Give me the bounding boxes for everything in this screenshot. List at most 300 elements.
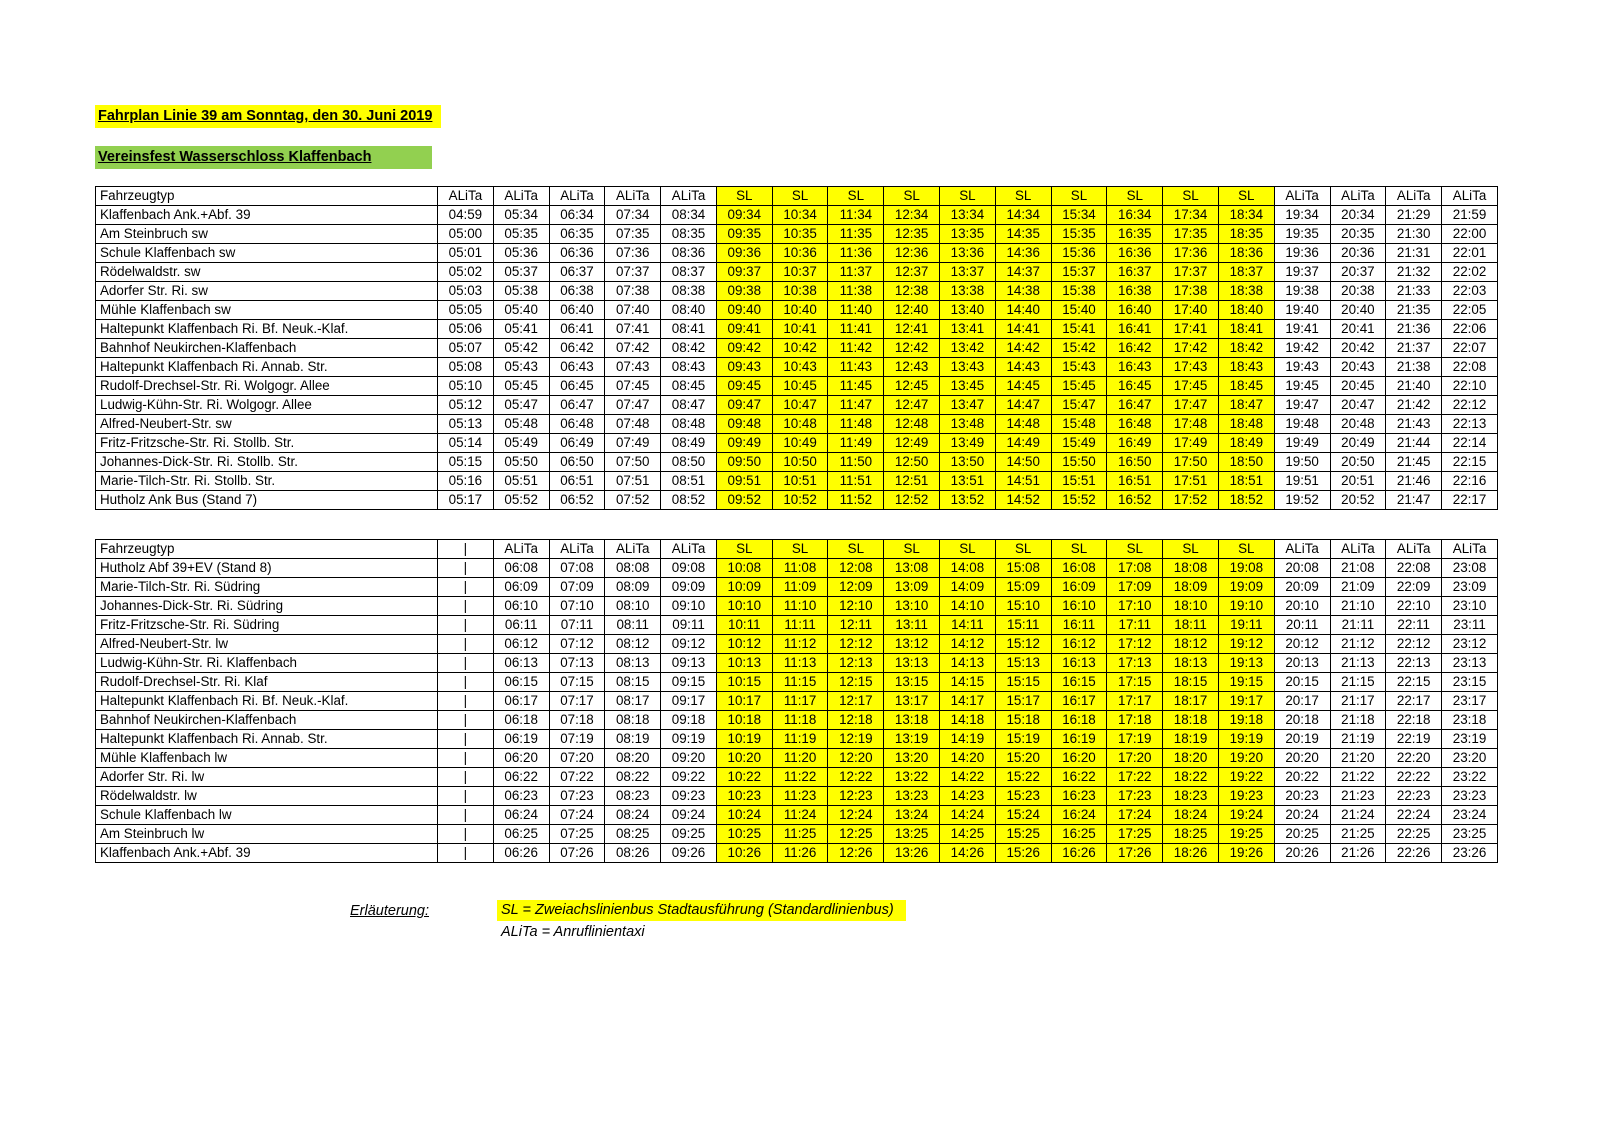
time-cell: 05:41 — [493, 320, 549, 339]
time-cell: 08:47 — [661, 396, 717, 415]
time-cell: 09:12 — [661, 635, 717, 654]
time-cell: 07:45 — [605, 377, 661, 396]
time-cell: 17:37 — [1163, 263, 1219, 282]
time-cell: 11:43 — [828, 358, 884, 377]
table-row — [96, 806, 1498, 825]
time-cell: 06:11 — [493, 616, 549, 635]
time-cell: 05:03 — [438, 282, 494, 301]
stop-name-cell: Adorfer Str. Ri. sw — [96, 282, 438, 301]
time-cell: 16:12 — [1051, 635, 1107, 654]
time-cell: 14:40 — [995, 301, 1051, 320]
time-cell: 20:13 — [1274, 654, 1330, 673]
time-cell: 12:10 — [828, 597, 884, 616]
time-cell: 14:20 — [940, 749, 996, 768]
time-cell: 07:52 — [605, 491, 661, 510]
time-cell: 20:10 — [1274, 597, 1330, 616]
time-cell: 14:17 — [940, 692, 996, 711]
time-cell: 19:12 — [1218, 635, 1274, 654]
no-service-cell: | — [438, 825, 494, 844]
time-cell: 19:08 — [1218, 559, 1274, 578]
time-cell: 21:13 — [1330, 654, 1386, 673]
time-cell: 14:10 — [940, 597, 996, 616]
time-cell: 05:48 — [493, 415, 549, 434]
time-cell: 11:18 — [772, 711, 828, 730]
stop-name-cell: Haltepunkt Klaffenbach Ri. Bf. Neuk.-Klaf. — [96, 692, 438, 711]
time-cell: 17:40 — [1163, 301, 1219, 320]
time-cell: 17:20 — [1107, 749, 1163, 768]
time-cell: 08:34 — [661, 206, 717, 225]
time-cell: 14:26 — [940, 844, 996, 863]
time-cell: 20:51 — [1330, 472, 1386, 491]
time-cell: 23:19 — [1442, 730, 1498, 749]
time-cell: 14:45 — [995, 377, 1051, 396]
time-cell: 16:11 — [1051, 616, 1107, 635]
time-cell: 18:09 — [1163, 578, 1219, 597]
time-cell: 19:51 — [1274, 472, 1330, 491]
stop-name-cell: Bahnhof Neukirchen-Klaffenbach — [96, 339, 438, 358]
time-cell: 14:22 — [940, 768, 996, 787]
time-cell: 14:49 — [995, 434, 1051, 453]
time-cell: 13:36 — [940, 244, 996, 263]
time-cell: 18:19 — [1163, 730, 1219, 749]
no-service-cell: | — [438, 768, 494, 787]
no-service-cell: | — [438, 673, 494, 692]
no-service-cell: | — [438, 578, 494, 597]
time-cell: 13:17 — [884, 692, 940, 711]
time-cell: 11:17 — [772, 692, 828, 711]
time-cell: 17:42 — [1163, 339, 1219, 358]
time-cell: 16:51 — [1107, 472, 1163, 491]
time-cell: 22:02 — [1442, 263, 1498, 282]
time-cell: 06:20 — [493, 749, 549, 768]
time-cell: 15:25 — [995, 825, 1051, 844]
column-header-sl: SL — [1051, 187, 1107, 206]
time-cell: 13:11 — [884, 616, 940, 635]
time-cell: 20:49 — [1330, 434, 1386, 453]
time-cell: 18:49 — [1218, 434, 1274, 453]
stop-name-cell: Am Steinbruch lw — [96, 825, 438, 844]
time-cell: 22:15 — [1442, 453, 1498, 472]
time-cell: 05:37 — [493, 263, 549, 282]
time-cell: 11:48 — [828, 415, 884, 434]
time-cell: 21:47 — [1386, 491, 1442, 510]
time-cell: 18:26 — [1163, 844, 1219, 863]
time-cell: 07:35 — [605, 225, 661, 244]
time-cell: 08:11 — [605, 616, 661, 635]
time-cell: 19:13 — [1218, 654, 1274, 673]
time-cell: 11:24 — [772, 806, 828, 825]
time-cell: 17:17 — [1107, 692, 1163, 711]
time-cell: 22:13 — [1386, 654, 1442, 673]
table-row — [96, 244, 1498, 263]
time-cell: 14:42 — [995, 339, 1051, 358]
time-cell: 09:48 — [716, 415, 772, 434]
time-cell: 14:50 — [995, 453, 1051, 472]
no-service-cell: | — [438, 654, 494, 673]
time-cell: 16:13 — [1051, 654, 1107, 673]
time-cell: 14:43 — [995, 358, 1051, 377]
stop-name-cell: Ludwig-Kühn-Str. Ri. Wolgogr. Allee — [96, 396, 438, 415]
column-header-sl: SL — [1107, 187, 1163, 206]
stop-name-cell: Rödelwaldstr. sw — [96, 263, 438, 282]
time-cell: 16:15 — [1051, 673, 1107, 692]
time-cell: 12:15 — [828, 673, 884, 692]
time-cell: 17:38 — [1163, 282, 1219, 301]
time-cell: 21:26 — [1330, 844, 1386, 863]
time-cell: 21:59 — [1442, 206, 1498, 225]
time-cell: 06:19 — [493, 730, 549, 749]
time-cell: 05:40 — [493, 301, 549, 320]
time-cell: 21:18 — [1330, 711, 1386, 730]
time-cell: 15:48 — [1051, 415, 1107, 434]
time-cell: 15:17 — [995, 692, 1051, 711]
time-cell: 18:37 — [1218, 263, 1274, 282]
table-row — [96, 787, 1498, 806]
time-cell: 15:23 — [995, 787, 1051, 806]
table-row — [96, 749, 1498, 768]
time-cell: 06:25 — [493, 825, 549, 844]
time-cell: 18:40 — [1218, 301, 1274, 320]
time-cell: 05:14 — [438, 434, 494, 453]
time-cell: 11:38 — [828, 282, 884, 301]
time-cell: 07:38 — [605, 282, 661, 301]
table-row — [96, 453, 1498, 472]
time-cell: 13:43 — [940, 358, 996, 377]
time-cell: 12:09 — [828, 578, 884, 597]
time-cell: 15:52 — [1051, 491, 1107, 510]
time-cell: 22:12 — [1442, 396, 1498, 415]
time-cell: 21:24 — [1330, 806, 1386, 825]
time-cell: 10:19 — [716, 730, 772, 749]
time-cell: 07:10 — [549, 597, 605, 616]
table-row — [96, 472, 1498, 491]
time-cell: 12:22 — [828, 768, 884, 787]
table-row — [96, 768, 1498, 787]
table-row — [96, 559, 1498, 578]
time-cell: 16:23 — [1051, 787, 1107, 806]
stop-name-cell: Marie-Tilch-Str. Ri. Stollb. Str. — [96, 472, 438, 491]
no-service-cell: | — [438, 787, 494, 806]
time-cell: 07:13 — [549, 654, 605, 673]
time-cell: 20:19 — [1274, 730, 1330, 749]
time-cell: 16:41 — [1107, 320, 1163, 339]
time-cell: 08:42 — [661, 339, 717, 358]
time-cell: 19:17 — [1218, 692, 1274, 711]
time-cell: 12:08 — [828, 559, 884, 578]
time-cell: 12:19 — [828, 730, 884, 749]
time-cell: 17:36 — [1163, 244, 1219, 263]
time-cell: 21:30 — [1386, 225, 1442, 244]
table-row — [96, 377, 1498, 396]
table-row — [96, 692, 1498, 711]
timetable-outbound — [95, 186, 1498, 510]
time-cell: 07:50 — [605, 453, 661, 472]
time-cell: 07:20 — [549, 749, 605, 768]
stop-name-cell: Bahnhof Neukirchen-Klaffenbach — [96, 711, 438, 730]
time-cell: 18:50 — [1218, 453, 1274, 472]
time-cell: 08:15 — [605, 673, 661, 692]
time-cell: 09:35 — [716, 225, 772, 244]
time-cell: 11:49 — [828, 434, 884, 453]
time-cell: 12:17 — [828, 692, 884, 711]
time-cell: 15:26 — [995, 844, 1051, 863]
time-cell: 08:26 — [605, 844, 661, 863]
time-cell: 06:34 — [549, 206, 605, 225]
time-cell: 09:20 — [661, 749, 717, 768]
time-cell: 07:51 — [605, 472, 661, 491]
time-cell: 09:08 — [661, 559, 717, 578]
time-cell: 11:51 — [828, 472, 884, 491]
time-cell: 16:10 — [1051, 597, 1107, 616]
no-service-cell: | — [438, 692, 494, 711]
time-cell: 06:43 — [549, 358, 605, 377]
time-cell: 05:15 — [438, 453, 494, 472]
column-header-sl: SL — [884, 187, 940, 206]
time-cell: 16:50 — [1107, 453, 1163, 472]
time-cell: 19:25 — [1218, 825, 1274, 844]
time-cell: 05:50 — [493, 453, 549, 472]
time-cell: 16:09 — [1051, 578, 1107, 597]
time-cell: 13:18 — [884, 711, 940, 730]
time-cell: 07:34 — [605, 206, 661, 225]
time-cell: 22:18 — [1386, 711, 1442, 730]
table-row — [96, 339, 1498, 358]
table-row — [96, 358, 1498, 377]
time-cell: 09:24 — [661, 806, 717, 825]
column-header-sl: SL — [1163, 187, 1219, 206]
stop-name-cell: Am Steinbruch sw — [96, 225, 438, 244]
time-cell: 08:09 — [605, 578, 661, 597]
time-cell: 15:11 — [995, 616, 1051, 635]
time-cell: 10:18 — [716, 711, 772, 730]
time-cell: 05:36 — [493, 244, 549, 263]
time-cell: 10:11 — [716, 616, 772, 635]
time-cell: 06:13 — [493, 654, 549, 673]
time-cell: 09:40 — [716, 301, 772, 320]
time-cell: 06:24 — [493, 806, 549, 825]
column-header-alita: ALiTa — [493, 187, 549, 206]
time-cell: 17:10 — [1107, 597, 1163, 616]
time-cell: 18:47 — [1218, 396, 1274, 415]
time-cell: 09:13 — [661, 654, 717, 673]
time-cell: 14:12 — [940, 635, 996, 654]
time-cell: 05:17 — [438, 491, 494, 510]
no-service-cell: | — [438, 635, 494, 654]
time-cell: 06:18 — [493, 711, 549, 730]
column-header-sl: SL — [772, 187, 828, 206]
time-cell: 15:50 — [1051, 453, 1107, 472]
time-cell: 06:38 — [549, 282, 605, 301]
time-cell: 21:25 — [1330, 825, 1386, 844]
time-cell: 19:40 — [1274, 301, 1330, 320]
column-header-sl: SL — [884, 540, 940, 559]
time-cell: 13:51 — [940, 472, 996, 491]
time-cell: 09:45 — [716, 377, 772, 396]
time-cell: 08:20 — [605, 749, 661, 768]
time-cell: 21:09 — [1330, 578, 1386, 597]
column-header-sl: SL — [1051, 540, 1107, 559]
time-cell: 23:11 — [1442, 616, 1498, 635]
time-cell: 08:08 — [605, 559, 661, 578]
time-cell: 08:52 — [661, 491, 717, 510]
time-cell: 19:52 — [1274, 491, 1330, 510]
time-cell: 19:45 — [1274, 377, 1330, 396]
time-cell: 10:15 — [716, 673, 772, 692]
time-cell: 15:24 — [995, 806, 1051, 825]
time-cell: 08:40 — [661, 301, 717, 320]
stop-name-cell: Johannes-Dick-Str. Ri. Stollb. Str. — [96, 453, 438, 472]
time-cell: 09:47 — [716, 396, 772, 415]
time-cell: 14:47 — [995, 396, 1051, 415]
time-cell: 23:26 — [1442, 844, 1498, 863]
time-cell: 16:26 — [1051, 844, 1107, 863]
time-cell: 07:43 — [605, 358, 661, 377]
time-cell: 21:37 — [1386, 339, 1442, 358]
time-cell: 18:23 — [1163, 787, 1219, 806]
time-cell: 13:10 — [884, 597, 940, 616]
time-cell: 09:50 — [716, 453, 772, 472]
time-cell: 05:34 — [493, 206, 549, 225]
time-cell: 09:43 — [716, 358, 772, 377]
time-cell: 13:20 — [884, 749, 940, 768]
stop-name-cell: Fritz-Fritzsche-Str. Ri. Südring — [96, 616, 438, 635]
time-cell: 19:24 — [1218, 806, 1274, 825]
time-cell: 18:20 — [1163, 749, 1219, 768]
column-header-sl: SL — [716, 187, 772, 206]
time-cell: 06:49 — [549, 434, 605, 453]
time-cell: 20:36 — [1330, 244, 1386, 263]
time-cell: 09:09 — [661, 578, 717, 597]
time-cell: 14:23 — [940, 787, 996, 806]
time-cell: 21:36 — [1386, 320, 1442, 339]
time-cell: 13:40 — [940, 301, 996, 320]
column-header-alita: ALiTa — [438, 187, 494, 206]
time-cell: 09:42 — [716, 339, 772, 358]
time-cell: 15:51 — [1051, 472, 1107, 491]
time-cell: 14:18 — [940, 711, 996, 730]
column-header-alita: ALiTa — [661, 540, 717, 559]
vehicle-type-header: Fahrzeugtyp — [96, 540, 438, 559]
time-cell: 20:37 — [1330, 263, 1386, 282]
time-cell: 09:17 — [661, 692, 717, 711]
stop-name-cell: Haltepunkt Klaffenbach Ri. Bf. Neuk.-Klaf. — [96, 320, 438, 339]
time-cell: 15:10 — [995, 597, 1051, 616]
time-cell: 06:52 — [549, 491, 605, 510]
time-cell: 07:09 — [549, 578, 605, 597]
time-cell: 12:35 — [884, 225, 940, 244]
time-cell: 19:38 — [1274, 282, 1330, 301]
time-cell: 06:50 — [549, 453, 605, 472]
time-cell: 21:40 — [1386, 377, 1442, 396]
column-header-alita: ALiTa — [1274, 187, 1330, 206]
time-cell: 08:17 — [605, 692, 661, 711]
time-cell: 11:45 — [828, 377, 884, 396]
time-cell: 23:18 — [1442, 711, 1498, 730]
time-cell: 06:15 — [493, 673, 549, 692]
time-cell: 12:48 — [884, 415, 940, 434]
time-cell: 08:24 — [605, 806, 661, 825]
column-header-alita: ALiTa — [605, 540, 661, 559]
time-cell: 11:35 — [828, 225, 884, 244]
time-cell: 21:23 — [1330, 787, 1386, 806]
time-cell: 19:23 — [1218, 787, 1274, 806]
time-cell: 22:20 — [1386, 749, 1442, 768]
time-cell: 18:43 — [1218, 358, 1274, 377]
table-row — [96, 263, 1498, 282]
time-cell: 18:42 — [1218, 339, 1274, 358]
time-cell: 17:41 — [1163, 320, 1219, 339]
time-cell: 13:13 — [884, 654, 940, 673]
time-cell: 10:51 — [772, 472, 828, 491]
time-cell: 21:38 — [1386, 358, 1442, 377]
time-cell: 20:41 — [1330, 320, 1386, 339]
table-row — [96, 491, 1498, 510]
time-cell: 23:25 — [1442, 825, 1498, 844]
time-cell: 15:19 — [995, 730, 1051, 749]
time-cell: 20:08 — [1274, 559, 1330, 578]
time-cell: 12:18 — [828, 711, 884, 730]
time-cell: 17:51 — [1163, 472, 1219, 491]
time-cell: 13:47 — [940, 396, 996, 415]
column-header-sl: SL — [995, 187, 1051, 206]
time-cell: 15:41 — [1051, 320, 1107, 339]
time-cell: 14:15 — [940, 673, 996, 692]
time-cell: 14:08 — [940, 559, 996, 578]
time-cell: 21:45 — [1386, 453, 1442, 472]
time-cell: 13:45 — [940, 377, 996, 396]
time-cell: 12:49 — [884, 434, 940, 453]
no-service-cell: | — [438, 597, 494, 616]
time-cell: 06:22 — [493, 768, 549, 787]
time-cell: 16:22 — [1051, 768, 1107, 787]
legend-sl-definition: SL = Zweiachslinienbus Stadtausführung (Standardlinienbus) — [497, 900, 906, 921]
time-cell: 11:11 — [772, 616, 828, 635]
time-cell: 20:42 — [1330, 339, 1386, 358]
time-cell: 05:02 — [438, 263, 494, 282]
time-cell: 10:41 — [772, 320, 828, 339]
time-cell: 08:45 — [661, 377, 717, 396]
time-cell: 22:06 — [1442, 320, 1498, 339]
time-cell: 09:37 — [716, 263, 772, 282]
time-cell: 22:17 — [1442, 491, 1498, 510]
column-header-alita: ALiTa — [605, 187, 661, 206]
time-cell: 21:29 — [1386, 206, 1442, 225]
column-header-sl: SL — [1218, 187, 1274, 206]
time-cell: 08:18 — [605, 711, 661, 730]
table-row — [96, 225, 1498, 244]
time-cell: 21:15 — [1330, 673, 1386, 692]
stop-name-cell: Hutholz Ank Bus (Stand 7) — [96, 491, 438, 510]
stop-name-cell: Haltepunkt Klaffenbach Ri. Annab. Str. — [96, 730, 438, 749]
time-cell: 09:23 — [661, 787, 717, 806]
time-cell: 05:43 — [493, 358, 549, 377]
time-cell: 08:37 — [661, 263, 717, 282]
time-cell: 10:43 — [772, 358, 828, 377]
time-cell: 06:37 — [549, 263, 605, 282]
time-cell: 19:49 — [1274, 434, 1330, 453]
time-cell: 06:48 — [549, 415, 605, 434]
table-row — [96, 616, 1498, 635]
time-cell: 07:48 — [605, 415, 661, 434]
column-header-alita: ALiTa — [1442, 187, 1498, 206]
time-cell: 17:22 — [1107, 768, 1163, 787]
no-service-cell: | — [438, 806, 494, 825]
table-row — [96, 597, 1498, 616]
time-cell: 15:37 — [1051, 263, 1107, 282]
time-cell: 05:35 — [493, 225, 549, 244]
time-cell: 21:43 — [1386, 415, 1442, 434]
time-cell: 16:47 — [1107, 396, 1163, 415]
